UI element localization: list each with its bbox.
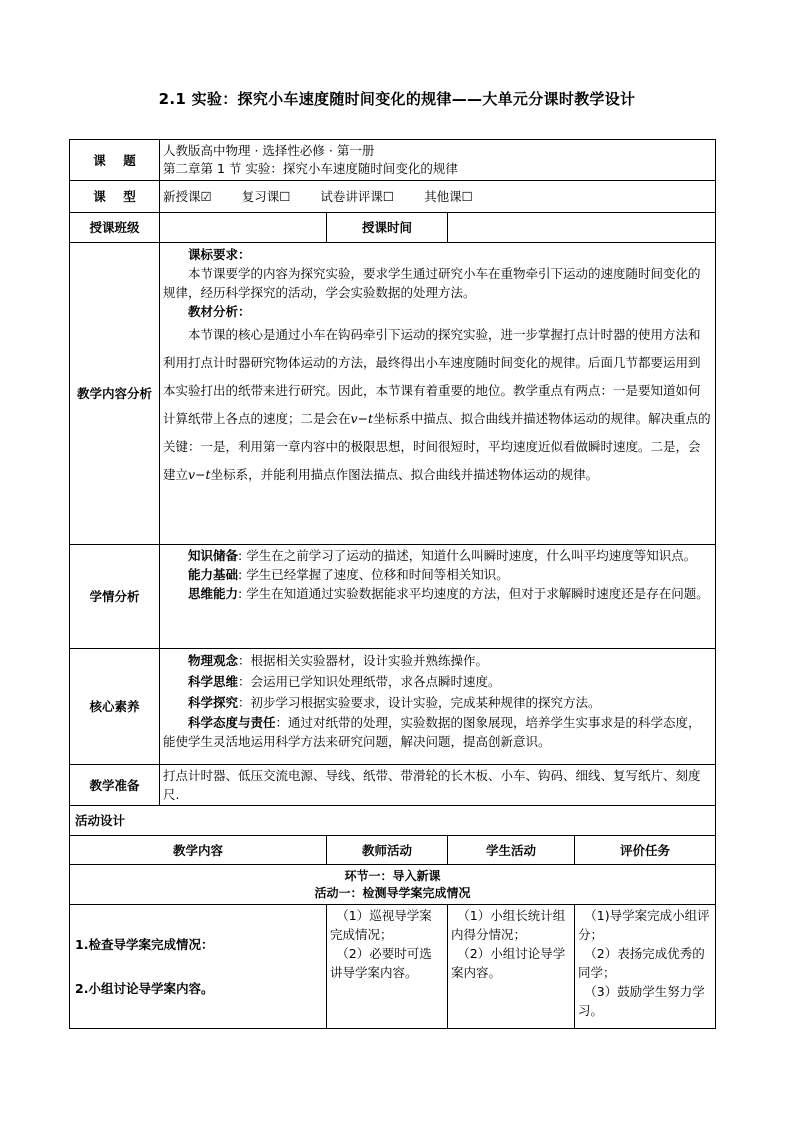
student-thinking xyxy=(163,584,712,603)
ability-text: : 学生已经掌握了速度、位移和时间等相关知识。 xyxy=(238,567,509,582)
section-heading xyxy=(70,865,716,905)
topic-line1: 人教版高中物理 · 选择性必修 · 第一册 xyxy=(163,143,375,158)
row-headers xyxy=(70,836,716,865)
eval-item-1: （1)导学案完成小组评分； xyxy=(578,908,710,942)
core-4 xyxy=(163,713,712,751)
content-item-2: 2.小组讨论导学案内容。 xyxy=(75,980,214,996)
label-student: 学情分析 xyxy=(70,545,160,649)
core-4-key: 科学态度与责任 xyxy=(188,715,276,730)
vt-symbol-1: v−t xyxy=(350,411,374,426)
core-1-text: ：根据相关实验器材，设计实验并熟练操作。 xyxy=(238,653,489,668)
label-content: 教学内容分析 xyxy=(70,243,160,545)
thinking-key: 思维能力 xyxy=(188,586,239,601)
time-value xyxy=(448,213,716,243)
core-1-key: 物理观念 xyxy=(188,653,239,668)
core-2 xyxy=(163,671,712,692)
student-item-2: （2）小组讨论导学案内容。 xyxy=(451,946,566,980)
row-topic xyxy=(70,140,716,181)
label-type: 课 型 xyxy=(70,181,160,213)
mat-text xyxy=(163,321,712,489)
thinking-text: : 学生在知道通过实验数据能求平均速度的方法，但对于求解瞬时速度还是存在问题。 xyxy=(238,586,709,601)
core-2-key: 科学思维 xyxy=(188,674,239,689)
type-options xyxy=(160,181,716,213)
content-analysis xyxy=(160,243,716,545)
topic-line2: 第二章第 1 节 实验：探究小车速度随时间变化的规律 xyxy=(163,161,458,176)
lesson-plan-table xyxy=(69,139,716,1029)
option-other[interactable]: 其他课☐ xyxy=(424,189,473,204)
row-student xyxy=(70,545,716,649)
mat-text-a: 本节课的核心是通过小车在钩码牵引下运动的探究实验，进一步掌握打点计时器的使用方法和利用打点计时器研究物体运动的方法，最终得出小车速度随时间变化的规律。后面几节都要运用到本实验打出的纸带来进行研究。因此，本节课有着重要的地位。教学重点有两点：一是要知道如何计算纸带上各点的速度；二是会在 xyxy=(163,327,701,426)
row-activity xyxy=(70,806,716,836)
header-content: 教学内容 xyxy=(70,836,327,865)
eval-item-3: （3）鼓励学生努力学习。 xyxy=(578,984,705,1018)
label-time: 授课时间 xyxy=(327,213,448,243)
row-content xyxy=(70,243,716,545)
eval-item-2: （2）表扬完成优秀的同学； xyxy=(578,946,705,980)
section-subtitle: 活动一：检测导学案完成情况 xyxy=(314,885,471,900)
label-prep: 教学准备 xyxy=(70,765,160,806)
teacher-item-1: （1）巡视导学案完成情况； xyxy=(330,908,432,942)
core-literacy xyxy=(160,649,716,765)
student-analysis xyxy=(160,545,716,649)
mat-text-b: 坐标系中描点、拟合曲线并描述物体运动的规律。解决重点的关键：一是，利用第一章内容中的极限思想，时间很短时，平均速度近似看做瞬时速度。二是，会建立 xyxy=(163,411,711,482)
core-2-text: ：会运用已学知识处理纸带，求各点瞬时速度。 xyxy=(238,674,501,689)
student-item-1: （1）小组长统计组内得分情况； xyxy=(451,908,566,942)
option-exam[interactable]: 试卷讲评课☐ xyxy=(320,189,395,204)
activity1-eval xyxy=(575,905,716,1029)
header-eval: 评价任务 xyxy=(575,836,716,865)
activity-label: 活动设计 xyxy=(70,806,716,836)
option-new[interactable]: 新授课☑ xyxy=(163,189,212,204)
ability-key: 能力基础 xyxy=(188,567,239,582)
teacher-item-2: （2）必要时可选讲导学案内容。 xyxy=(330,946,432,980)
topic-value xyxy=(160,140,716,181)
row-class xyxy=(70,213,716,243)
core-3-text: ：初步学习根据实验要求，设计实验，完成某种规律的探究方法。 xyxy=(238,695,601,710)
core-4-text: ：通过对纸带的处理，实验数据的图象展现，培养学生实事求是的科学态度，能使学生灵活地运用科学方法来研究问题，解决问题，提高创新意识。 xyxy=(163,715,701,749)
mat-text-c: 坐标系，并能利用描点作图法描点、拟合曲线并描述物体运动的规律。 xyxy=(210,467,599,482)
option-review[interactable]: 复习课☐ xyxy=(241,189,291,204)
vt-symbol-2: v−t xyxy=(188,467,211,482)
core-3-key: 科学探究 xyxy=(188,695,239,710)
row-core xyxy=(70,649,716,765)
req-text: 本节课要学的内容为探究实验，要求学生通过研究小车在重物牵引下运动的速度随时间变化的规律，经历科学探究的活动，学会实验数据的处理方法。 xyxy=(163,266,701,300)
label-topic: 课 题 xyxy=(70,140,160,181)
content-item-1: 1.检查导学案完成情况： xyxy=(75,936,214,952)
core-3 xyxy=(163,692,712,713)
activity1-teacher xyxy=(327,905,448,1029)
knowledge-text: : 学生在之前学习了运动的描述，知道什么叫瞬时速度，什么叫平均速度等知识点。 xyxy=(238,548,697,563)
activity1-student xyxy=(448,905,575,1029)
row-type xyxy=(70,181,716,213)
label-class: 授课班级 xyxy=(70,213,160,243)
header-teacher: 教师活动 xyxy=(327,836,448,865)
mat-title: 教材分析： xyxy=(188,304,251,319)
class-value xyxy=(160,213,327,243)
req-title: 课标要求： xyxy=(188,247,251,262)
section-title: 环节一：导入新课 xyxy=(344,868,441,883)
row-section1 xyxy=(70,865,716,905)
core-1 xyxy=(163,650,712,671)
row-prep xyxy=(70,765,716,806)
label-core: 核心素养 xyxy=(70,649,160,765)
row-activity1 xyxy=(70,905,716,1029)
student-ability xyxy=(163,565,712,584)
page-title: 2.1 实验：探究小车速度随时间变化的规律——大单元分课时教学设计 xyxy=(158,90,636,108)
prep-text: 打点计时器、低压交流电源、导线、纸带、带滑轮的长木板、小车、钩码、细线、复写纸片、刻度尺. xyxy=(160,765,716,806)
activity1-content xyxy=(70,905,327,1029)
knowledge-key: 知识储备 xyxy=(188,548,239,563)
student-knowledge xyxy=(163,546,712,565)
header-student: 学生活动 xyxy=(448,836,575,865)
